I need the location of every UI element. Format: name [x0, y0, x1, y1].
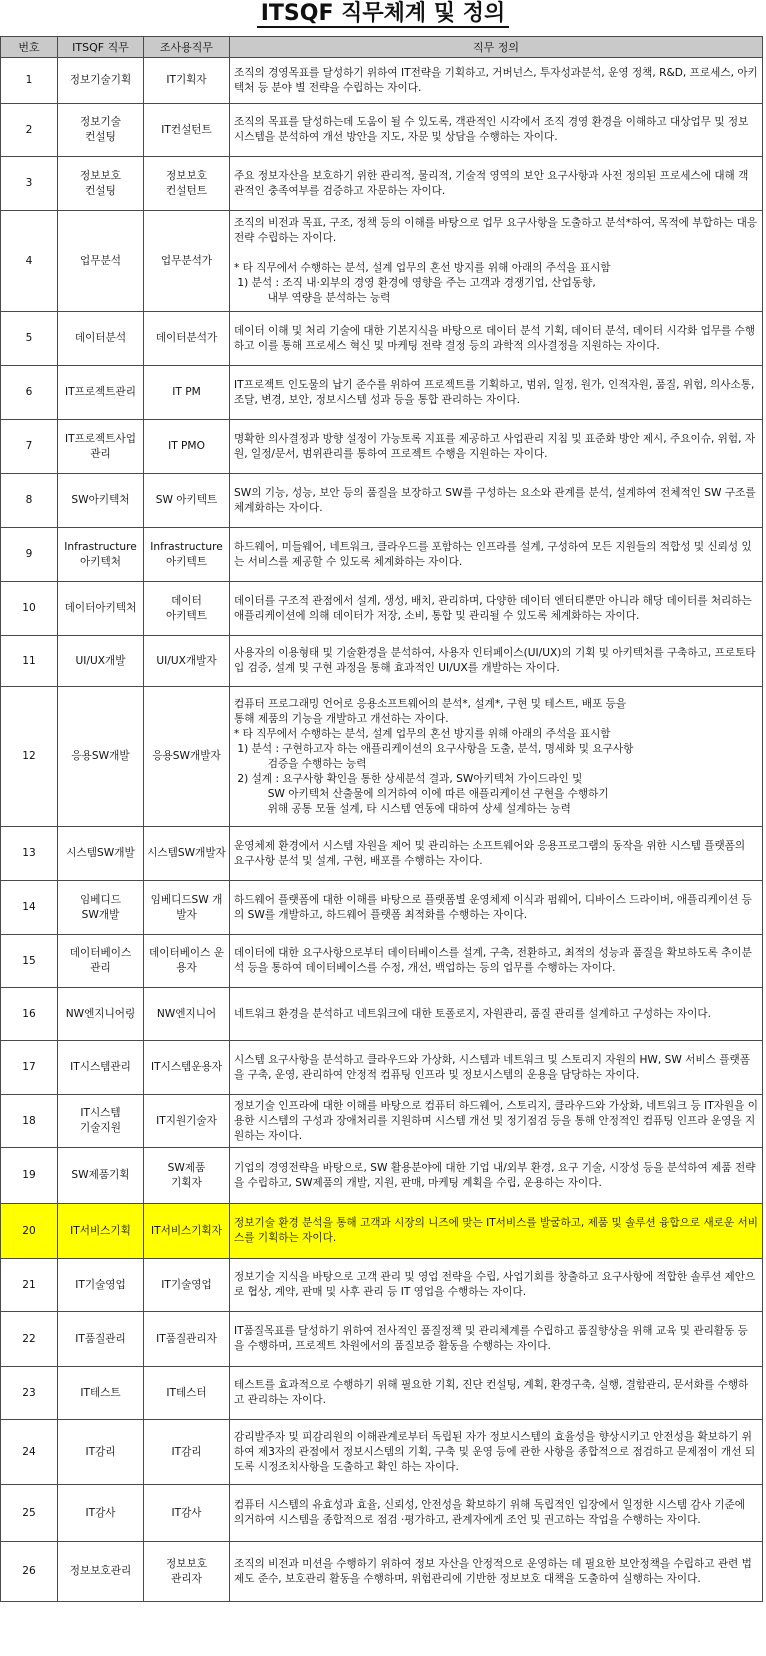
survey-job-cell: IT감리	[144, 1420, 230, 1485]
table-row	[1, 366, 763, 420]
itsqf-job-cell: IT시스템 기술지원	[58, 1095, 144, 1148]
survey-job-cell: 정보보호 관리자	[144, 1542, 230, 1602]
survey-job-cell: 업무분석가	[144, 211, 230, 312]
definition-line: 1) 분석 : 구현하고자 하는 애플리케이션의 요구사항을 도출, 분석, 명세화 및 요구사항	[234, 742, 634, 755]
definition-line: 하드웨어 플랫폼에 대한 이해를 바탕으로 플랫폼별 운영체제 이식과 펌웨어, 디바이스 드라이버, 애플리케이션 등의 SW를 개발하고, 하드웨어 플랫폼 최적화를 수행하는 자이다.	[234, 893, 752, 921]
table-row	[1, 1542, 763, 1602]
itsqf-job-cell: NW엔지니어링	[58, 988, 144, 1041]
definition-cell	[230, 935, 763, 988]
itsqf-job-cell: IT시스템관리	[58, 1041, 144, 1095]
definition-line	[234, 246, 758, 261]
table-row	[1, 1259, 763, 1312]
definition-cell	[230, 1420, 763, 1485]
row-number: 7	[1, 420, 58, 474]
row-number: 5	[1, 312, 58, 366]
table-row	[1, 58, 763, 104]
survey-job-cell: IT컨설턴트	[144, 104, 230, 157]
table-row	[1, 1420, 763, 1485]
itsqf-job-cell: IT프로젝트사업관리	[58, 420, 144, 474]
row-number: 18	[1, 1095, 58, 1148]
survey-job-cell: 데이터분석가	[144, 312, 230, 366]
row-number: 17	[1, 1041, 58, 1095]
survey-job-cell: IT테스터	[144, 1367, 230, 1420]
document-title-text: ITSQF 직무체계 및 정의	[257, 1, 510, 28]
table-row	[1, 211, 763, 312]
table-row	[1, 881, 763, 935]
header-itsqf-job: ITSQF 직무	[58, 37, 144, 58]
row-number: 6	[1, 366, 58, 420]
survey-job-cell: 정보보호 컨설턴트	[144, 157, 230, 211]
itsqf-job-cell: 정보기술 컨설팅	[58, 104, 144, 157]
definition-line: 내부 역량을 분석하는 능력	[234, 292, 391, 304]
definition-line: 위해 공통 모듈 설계, 타 시스템 연동에 대하여 상세 설계하는 능력	[234, 802, 571, 815]
survey-job-cell: IT PMO	[144, 420, 230, 474]
table-row	[1, 1095, 763, 1148]
table-row	[1, 582, 763, 636]
definition-line: 정보기술 인프라에 대한 이해를 바탕으로 컴퓨터 하드웨어, 스토리지, 클라우드와 가상화, 네트워크 등 IT자원을 이용한 시스템의 구성과 장애처리를 지원하며 시스템 개선 및 정기점검 등을 통해 안정적인 컴퓨팅 인프라 운영을 지원하는 자이다.	[234, 1099, 758, 1142]
itsqf-job-cell: UI/UX개발	[58, 636, 144, 687]
job-definition-table	[0, 36, 763, 1602]
definition-line: 하드웨어, 미들웨어, 네트워크, 클라우드를 포함하는 인프라를 설계, 구성하여 모든 지원들의 적합성 및 신뢰성 있는 서비스를 제공할 수 있도록 체계화하는 자이다.	[234, 540, 752, 568]
itsqf-job-cell: IT품질관리	[58, 1312, 144, 1367]
itsqf-job-cell: IT서비스기획	[58, 1204, 144, 1259]
definition-line: 데이터 이해 및 처리 기술에 대한 기본지식을 바탕으로 데이터 분석 기획, 데이터 분석, 데이터 시각화 업무를 수행하고 이를 통해 프로세스 혁신 및 마케팅 전략 결정 등의 과학적 의사결정을 지원하는 자이다.	[234, 324, 756, 352]
itsqf-job-cell: 정보기술기획	[58, 58, 144, 104]
row-number: 2	[1, 104, 58, 157]
survey-job-cell: 데이터베이스 운용자	[144, 935, 230, 988]
table-header-row	[1, 37, 763, 58]
definition-cell	[230, 582, 763, 636]
definition-line: 기업의 경영전략을 바탕으로, SW 활용분야에 대한 기업 내/외부 환경, 요구 기술, 시장성 등을 분석하여 제품 전략을 수립하고, SW제품의 개발, 지원, 판매, 마케팅 계획을 수립, 운용하는 자이다.	[234, 1161, 756, 1189]
definition-cell	[230, 1259, 763, 1312]
row-number: 14	[1, 881, 58, 935]
definition-line: 조직의 비전과 목표, 구조, 정책 등의 이해를 바탕으로 업무 요구사항을 도출하고 분석*하여, 목적에 부합하는 대응전략 수립하는 자이다.	[234, 217, 758, 244]
definition-line: 데이터를 구조적 관점에서 설계, 생성, 배치, 관리하며, 다양한 데이터 엔터티뿐만 아니라 해당 데이터를 처리하는 애플리케이션에 의해 데이터가 저장, 소비, 통합 및 관리될 수 있도록 체계화하는 자이다.	[234, 594, 756, 622]
row-number: 9	[1, 528, 58, 582]
definition-cell	[230, 988, 763, 1041]
definition-line: 테스트를 효과적으로 수행하기 위해 필요한 기획, 진단 컨설팅, 계획, 환경구축, 실행, 결함관리, 문서화를 수행하고 관리하는 자이다.	[234, 1379, 749, 1406]
definition-line: 조직의 목표를 달성하는데 도움이 될 수 있도록, 객관적인 시각에서 조직 경영 환경을 이해하고 대상업무 및 정보시스템을 분석하여 개선 방안을 지도, 자문 및 상담을 수행하는 자이다.	[234, 116, 749, 143]
table-row	[1, 104, 763, 157]
definition-cell	[230, 474, 763, 528]
itsqf-job-cell: IT프로젝트관리	[58, 366, 144, 420]
survey-job-cell: 응용SW개발자	[144, 687, 230, 827]
itsqf-job-cell: 임베디드 SW개발	[58, 881, 144, 935]
definition-line: 정보기술 환경 분석을 통해 고객과 시장의 니즈에 맞는 IT서비스를 발굴하고, 제품 및 솔루션 융합으로 새로운 서비스를 기획하는 자이다.	[234, 1217, 758, 1244]
definition-cell	[230, 881, 763, 935]
definition-line: 조직의 경영목표를 달성하기 위하여 IT전략을 기획하고, 거버넌스, 투자성과분석, 운영 정책, R&D, 프로세스, 아키텍처 등 분야 별 전략을 수립하는 자이다.	[234, 66, 758, 94]
definition-line: 통해 제품의 기능을 개발하고 개선하는 자이다.	[234, 712, 449, 725]
survey-job-cell: 데이터 아키텍트	[144, 582, 230, 636]
definition-line: IT품질목표를 달성하기 위하여 전사적인 품질정책 및 관리체계를 수립하고 품질향상을 위해 교육 및 관리활동 등을 수행하며, 프로젝트 차원에서의 품질보증 활동을 수행하는 자이다.	[234, 1325, 748, 1352]
row-number: 8	[1, 474, 58, 528]
itsqf-job-cell: IT감사	[58, 1485, 144, 1542]
survey-job-cell: IT서비스기획자	[144, 1204, 230, 1259]
definition-line: 1) 분석 : 조직 내·외부의 경영 환경에 영향을 주는 고객과 경쟁기업, 산업동향,	[234, 277, 596, 289]
definition-cell	[230, 211, 763, 312]
definition-line: 주요 정보자산을 보호하기 위한 관리적, 물리적, 기술적 영역의 보안 요구사항과 사전 정의된 프로세스에 대해 객관적인 충족여부를 검증하고 자문하는 자이다.	[234, 169, 749, 197]
table-row	[1, 420, 763, 474]
table-body	[1, 58, 763, 1602]
definition-line: 검증을 수행하는 능력	[234, 757, 367, 770]
row-number: 16	[1, 988, 58, 1041]
definition-cell	[230, 58, 763, 104]
itsqf-job-cell: Infrastructure아키텍처	[58, 528, 144, 582]
row-number: 23	[1, 1367, 58, 1420]
definition-line: IT프로젝트 인도물의 납기 준수를 위하여 프로젝트를 기획하고, 범위, 일정, 원가, 인적자원, 품질, 위험, 의사소통, 조달, 변경, 보안, 정보시스템 성과 등을 통합 관리하는 자이다.	[234, 378, 758, 406]
row-number: 10	[1, 582, 58, 636]
header-definition: 직무 정의	[230, 37, 763, 58]
row-number: 12	[1, 687, 58, 827]
definition-line: 명확한 의사결정과 방향 설정이 가능토록 지표를 제공하고 사업관리 지침 및 표준화 방안 제시, 주요이슈, 위험, 자원, 일정/문서, 범위관리를 통하여 프로젝트 수행을 지원하는 자이다.	[234, 432, 756, 460]
definition-line: SW 아키텍처 산출물에 의거하여 이에 따른 애플리케이션 구현을 수행하기	[234, 787, 609, 800]
itsqf-job-cell: SW제품기획	[58, 1148, 144, 1204]
row-number: 22	[1, 1312, 58, 1367]
row-number: 1	[1, 58, 58, 104]
itsqf-job-cell: IT테스트	[58, 1367, 144, 1420]
row-number: 24	[1, 1420, 58, 1485]
table-row	[1, 935, 763, 988]
itsqf-job-cell: IT감리	[58, 1420, 144, 1485]
row-number: 15	[1, 935, 58, 988]
definition-cell	[230, 1148, 763, 1204]
itsqf-job-cell: 정보보호관리	[58, 1542, 144, 1602]
table-row	[1, 636, 763, 687]
definition-cell	[230, 420, 763, 474]
definition-cell	[230, 528, 763, 582]
row-number: 4	[1, 211, 58, 312]
itsqf-job-cell: 응용SW개발	[58, 687, 144, 827]
table-row	[1, 988, 763, 1041]
itsqf-job-cell: IT기술영업	[58, 1259, 144, 1312]
definition-cell	[230, 1542, 763, 1602]
definition-line: 운영체제 환경에서 시스템 자원을 제어 및 관리하는 소프트웨어와 응용프로그램의 동작을 위한 시스템 플랫폼의 요구사항 분석 및 설계, 구현, 배포를 수행하는 자이다.	[234, 839, 749, 867]
definition-cell	[230, 157, 763, 211]
itsqf-job-cell: 업무분석	[58, 211, 144, 312]
table-row	[1, 312, 763, 366]
definition-cell	[230, 1312, 763, 1367]
table-row	[1, 1041, 763, 1095]
definition-cell	[230, 312, 763, 366]
definition-line: * 타 직무에서 수행하는 분석, 설계 업무의 혼선 방지를 위해 아래의 주석을 표시함	[234, 262, 611, 274]
table-row	[1, 1485, 763, 1542]
definition-cell	[230, 687, 763, 827]
definition-line: 컴퓨터 프로그래밍 언어로 응용소프트웨어의 분석*, 설계*, 구현 및 테스트, 배포 등을	[234, 697, 627, 710]
definition-cell	[230, 366, 763, 420]
itsqf-job-cell: SW아키텍처	[58, 474, 144, 528]
row-number: 26	[1, 1542, 58, 1602]
survey-job-cell: IT지원기술자	[144, 1095, 230, 1148]
itsqf-job-cell: 정보보호 컨설팅	[58, 157, 144, 211]
table-row	[1, 528, 763, 582]
survey-job-cell: IT기획자	[144, 58, 230, 104]
row-number: 21	[1, 1259, 58, 1312]
survey-job-cell: SW 아키텍트	[144, 474, 230, 528]
row-number: 25	[1, 1485, 58, 1542]
survey-job-cell: IT PM	[144, 366, 230, 420]
survey-job-cell: IT기술영업	[144, 1259, 230, 1312]
survey-job-cell: IT감사	[144, 1485, 230, 1542]
definition-line: 정보기술 지식을 바탕으로 고객 관리 및 영업 전략을 수립, 사업기회를 창출하고 요구사항에 적합한 솔루션 제안으로 협상, 계약, 판매 및 사후 관리 등 IT 영업을 수행하는 자이다.	[234, 1271, 756, 1298]
definition-cell	[230, 1095, 763, 1148]
definition-line: 조직의 비전과 미션을 수행하기 위하여 정보 자산을 안정적으로 운영하는 데 필요한 보안정책을 수립하고 관련 법제도 준수, 보호관리 활동을 수행하며, 위험관리에 기반한 정보보호 대책을 도출하여 실행하는 자이다.	[234, 1557, 752, 1585]
header-number: 번호	[1, 37, 58, 58]
table-row	[1, 1367, 763, 1420]
definition-line: 데이터에 대한 요구사항으로부터 데이터베이스를 설계, 구축, 전환하고, 최적의 성능과 품질을 확보하도록 추이분석 등을 통하여 데이터베이스를 수정, 개선, 백업하는 등의 업무를 수행하는 자이다.	[234, 947, 752, 974]
definition-cell	[230, 1485, 763, 1542]
survey-job-cell: UI/UX개발자	[144, 636, 230, 687]
survey-job-cell: 임베디드SW 개발자	[144, 881, 230, 935]
table-row	[1, 1148, 763, 1204]
table-row	[1, 1312, 763, 1367]
survey-job-cell: SW제품 기획자	[144, 1148, 230, 1204]
itsqf-job-cell: 시스템SW개발	[58, 827, 144, 881]
document-title	[0, 0, 766, 32]
survey-job-cell: 시스템SW개발자	[144, 827, 230, 881]
definition-line: 2) 설계 : 요구사항 확인을 통한 상세분석 결과, SW아키텍처 가이드라인 및	[234, 772, 583, 785]
definition-line: 컴퓨터 시스템의 유효성과 효율, 신뢰성, 안전성을 확보하기 위해 독립적인 입장에서 일정한 시스템 감사 기준에 의거하여 시스템을 종합적으로 점검 ·평가하고, 관계자에게 조언 및 권고하는 작업을 수행하는 자이다.	[234, 1499, 749, 1526]
row-number: 3	[1, 157, 58, 211]
itsqf-job-cell: 데이터베이스 관리	[58, 935, 144, 988]
definition-cell	[230, 827, 763, 881]
row-number: 13	[1, 827, 58, 881]
definition-cell	[230, 1041, 763, 1095]
row-number: 20	[1, 1204, 58, 1259]
definition-line: * 타 직무에서 수행하는 분석, 설계 업무의 혼선 방지를 위해 아래의 주석을 표시함	[234, 727, 611, 740]
definition-line: 네트워크 환경을 분석하고 네트워크에 대한 토폴로지, 자원관리, 품질 관리를 설계하고 구성하는 자이다.	[234, 1007, 711, 1020]
table-row	[1, 474, 763, 528]
table-row	[1, 1204, 763, 1259]
definition-line: 감리발주자 및 피감리원의 이해관계로부터 독립된 자가 정보시스템의 효율성을 향상시키고 안전성을 확보하기 위하여 제3자의 관점에서 정보시스템의 기획, 구축 및 운영 등에 관한 사항을 종합적으로 점검하고 문제점이 개선 되도록 시정조치사항을 도출하고 확인 하는 자이다.	[234, 1430, 756, 1473]
definition-line: 사용자의 이용형태 및 기술환경을 분석하여, 사용자 인터페이스(UI/UX)의 기획 및 아키텍처를 구축하고, 프로토타입 검증, 설계 및 구현 과정을 통해 효과적인 UI/UX를 개발하는 자이다.	[234, 647, 756, 674]
survey-job-cell: IT품질관리자	[144, 1312, 230, 1367]
header-survey-job: 조사용직무	[144, 37, 230, 58]
survey-job-cell: IT시스템운용자	[144, 1041, 230, 1095]
itsqf-job-cell: 데이터분석	[58, 312, 144, 366]
table-row	[1, 157, 763, 211]
survey-job-cell: Infrastructure아키텍트	[144, 528, 230, 582]
definition-line: SW의 기능, 성능, 보안 등의 품질을 보장하고 SW를 구성하는 요소와 관계를 분석, 설계하여 전체적인 SW 구조를 체계화하는 자이다.	[234, 486, 759, 514]
definition-cell	[230, 104, 763, 157]
row-number: 19	[1, 1148, 58, 1204]
table-row	[1, 687, 763, 827]
itsqf-job-cell: 데이터아키텍처	[58, 582, 144, 636]
definition-cell	[230, 636, 763, 687]
row-number: 11	[1, 636, 58, 687]
definition-line: 시스템 요구사항을 분석하고 클라우드와 가상화, 시스템과 네트워크 및 스토리지 자원의 HW, SW 서비스 플랫폼을 구축, 운영, 관리하여 안정적 컴퓨팅 인프라 및 정보시스템의 운용을 담당하는 자이다.	[234, 1053, 750, 1081]
definition-cell	[230, 1367, 763, 1420]
survey-job-cell: NW엔지니어	[144, 988, 230, 1041]
definition-cell	[230, 1204, 763, 1259]
table-row	[1, 827, 763, 881]
